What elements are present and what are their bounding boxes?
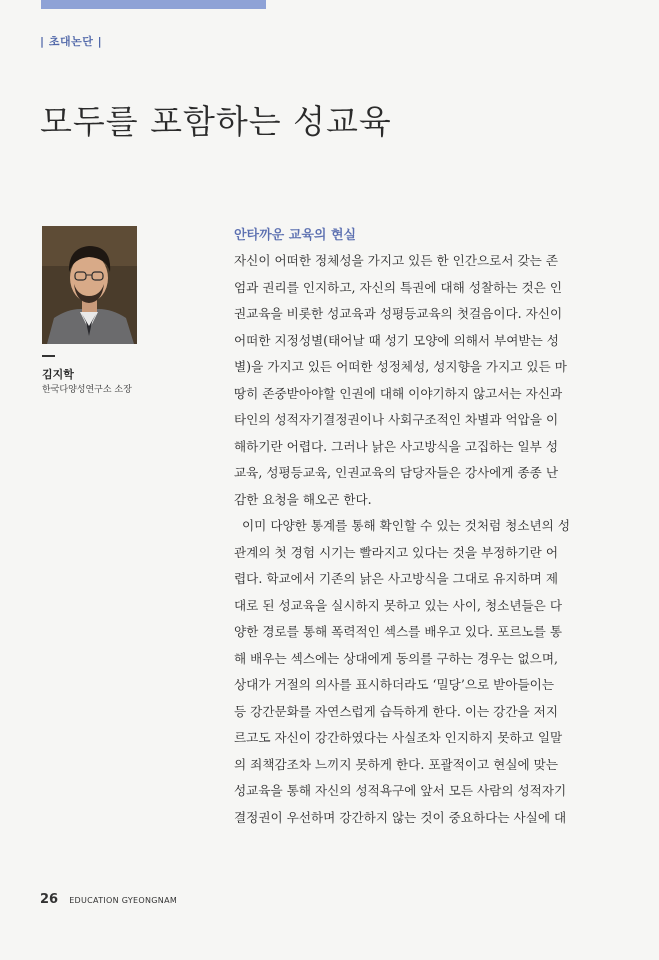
article-body: [234, 248, 590, 831]
body-line: 르고도 자신이 강간하였다는 사실조차 인지하지 못하고 일말: [234, 730, 563, 745]
body-line: 타인의 성적자기결정권이나 사회구조적인 차별과 억압을 이: [234, 412, 559, 427]
body-line: 교육, 성평등교육, 인권교육의 담당자들은 강사에게 종종 난: [234, 465, 558, 480]
body-line: 별)을 가지고 있든 어떠한 성정체성, 성지향을 가지고 있든 마: [234, 359, 567, 374]
author-name: 김지학: [42, 368, 74, 381]
body-line: 대로 된 성교육을 실시하지 못하고 있는 사이, 청소년들은 다: [234, 597, 563, 613]
header-accent-bar: [41, 0, 266, 9]
body-line: 어떠한 지정성별(태어날 때 성기 모양에 의해서 부여받는 성: [234, 332, 559, 348]
page-footer: [40, 888, 177, 907]
author-divider: [42, 355, 55, 357]
body-line: 관계의 첫 경험 시기는 빨라지고 있다는 것을 부정하기란 어: [234, 544, 558, 560]
body-line: 등 강간문화를 자연스럽게 습득하게 한다. 이는 강간을 저지: [234, 703, 558, 719]
body-line: 렵다. 학교에서 기존의 낡은 사고방식을 그대로 유지하며 제: [234, 571, 558, 586]
body-line: 상대가 거절의 의사를 표시하더라도 ‘밀당’으로 받아들이는: [234, 677, 554, 692]
body-line: 자신이 어떠한 정체성을 가지고 있든 한 인간으로서 갖는 존: [234, 253, 558, 268]
body-line: 의 죄책감조차 느끼지 못하게 한다. 포괄적이고 현실에 맞는: [234, 756, 558, 772]
publication-name: EDUCATION GYEONGNAM: [69, 896, 178, 905]
section-tag: | 초대논단 |: [40, 35, 103, 48]
body-line: 결정권이 우선하며 강간하지 않는 것이 중요하다는 사실에 대: [234, 809, 567, 825]
body-line: 해 배우는 섹스에는 상대에게 동의를 구하는 경우는 없으며,: [234, 650, 558, 666]
body-line: 감한 요청을 해오곤 한다.: [234, 491, 372, 507]
body-line: 양한 경로를 통해 폭력적인 섹스를 배우고 있다. 포르노를 통: [234, 624, 563, 639]
body-line: 권교육을 비롯한 성교육과 성평등교육의 첫걸음이다. 자신이: [234, 306, 563, 321]
body-line: 성교육을 통해 자신의 성적욕구에 앞서 모든 사람의 성적자기: [234, 783, 567, 798]
page-number: 26: [40, 892, 59, 907]
body-line: 이미 다양한 통계를 통해 확인할 수 있는 것처럼 청소년의 성: [242, 518, 571, 533]
section-subheading: 안타까운 교육의 현실: [234, 228, 357, 243]
author-affiliation: 한국다양성연구소 소장: [42, 385, 132, 395]
body-line: 땅히 존중받아야할 인권에 대해 이야기하지 않고서는 자신과: [234, 385, 563, 401]
author-photo: [42, 226, 137, 344]
article-title: 모두를 포함하는 성교육: [40, 102, 392, 141]
body-line: 해하기란 어렵다. 그러나 낡은 사고방식을 고집하는 일부 성: [234, 438, 558, 454]
body-line: 엄과 권리를 인지하고, 자신의 특권에 대해 성찰하는 것은 인: [234, 279, 563, 295]
